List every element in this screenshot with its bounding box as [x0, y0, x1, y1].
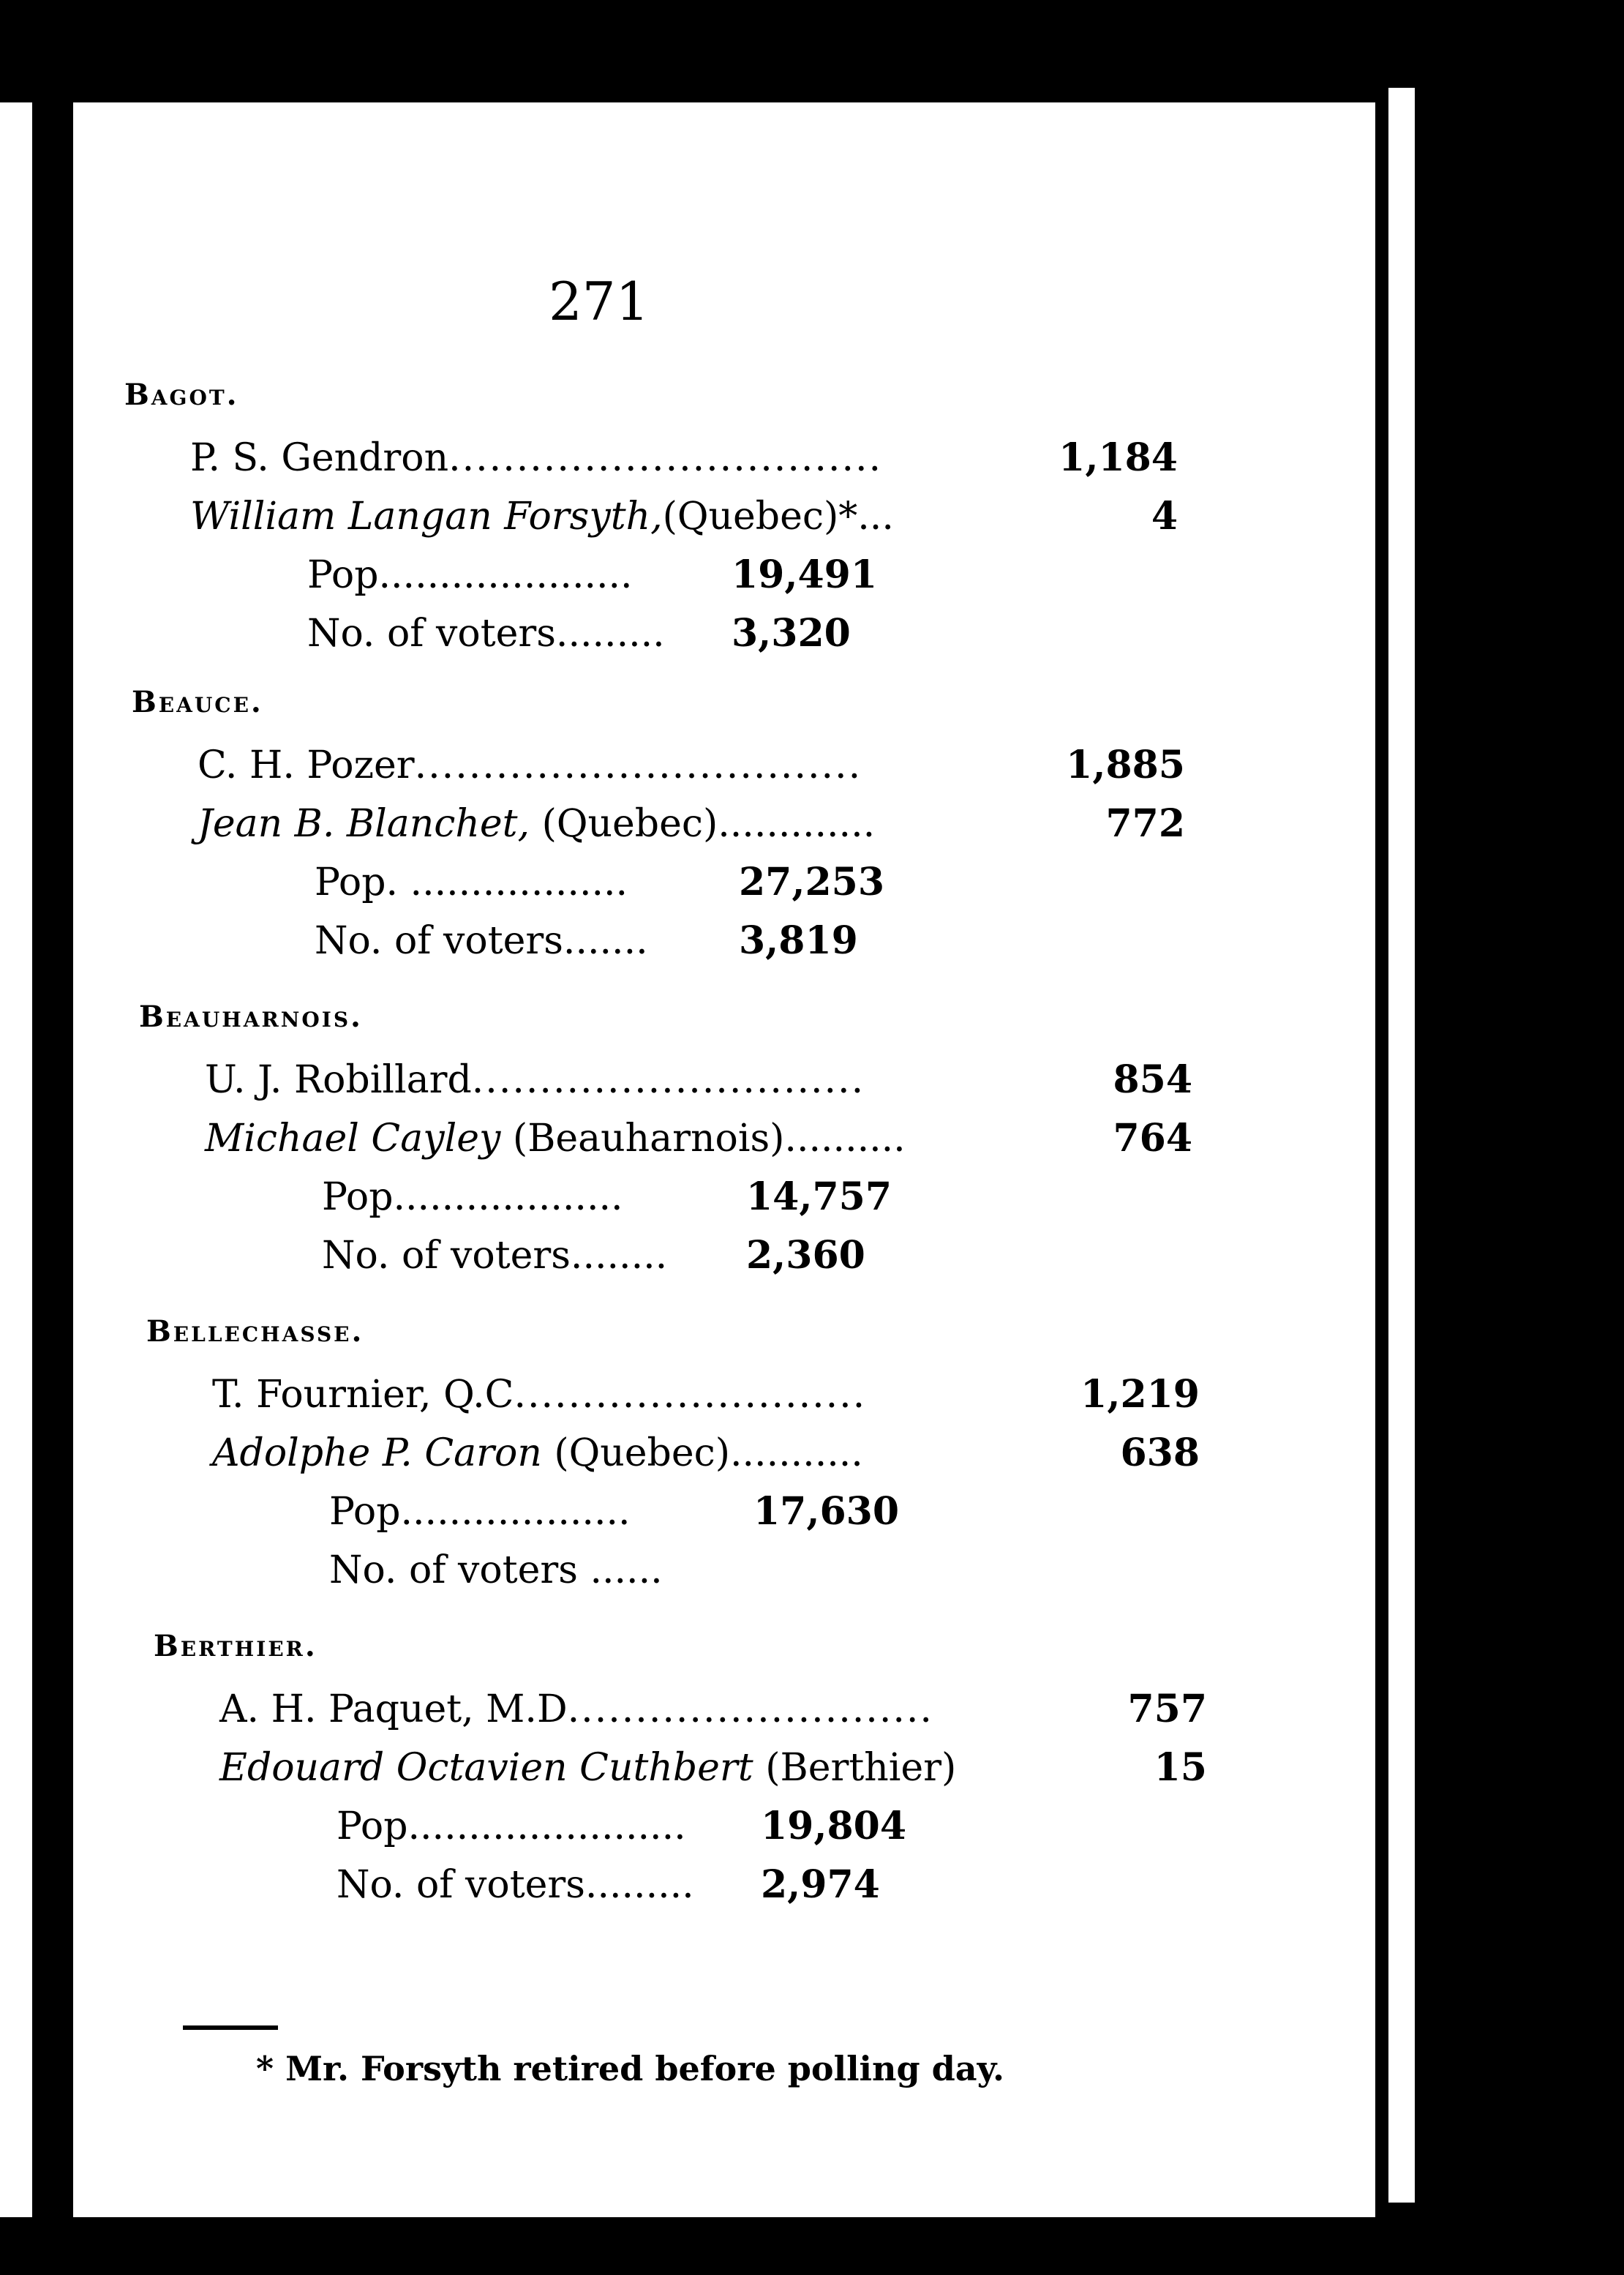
population-row: [124, 546, 1178, 604]
population-label: Pop...................: [329, 1490, 631, 1534]
candidate-name: C. H. Pozer.................................: [198, 743, 862, 787]
candidate-votes: 764: [1113, 1116, 1192, 1161]
voters-row: [124, 604, 1178, 663]
riding-heading: Bellechasse.: [146, 1314, 364, 1349]
candidate-votes: 638: [1120, 1431, 1200, 1475]
page-edge-right: [1388, 88, 1415, 2203]
candidate-name: A. H. Paquet, M.D...........................: [219, 1687, 933, 1731]
population-value: 19,804: [761, 1804, 907, 1848]
candidate-votes: 1,885: [1066, 743, 1185, 787]
riding-heading: Bagot.: [124, 378, 239, 412]
elected-candidate-row: [132, 736, 1185, 795]
population-value: 14,757: [746, 1174, 892, 1219]
population-row: [132, 853, 1185, 912]
riding-heading: Berthier.: [154, 1629, 317, 1663]
riding-section-berthier: [154, 1624, 1207, 1914]
candidate-votes: 1,184: [1059, 435, 1178, 480]
candidate-votes: 854: [1113, 1057, 1192, 1102]
book-page: [73, 102, 1375, 2217]
voters-row: [146, 1541, 1200, 1600]
voters-value: 3,819: [739, 918, 858, 963]
riding-section-bellechasse: [146, 1310, 1200, 1600]
defeated-candidate-row: [139, 1109, 1192, 1168]
elected-candidate-row: [146, 1365, 1200, 1424]
voters-row: [132, 912, 1185, 970]
voters-value: 3,320: [732, 611, 851, 656]
candidate-votes: 15: [1154, 1745, 1207, 1790]
voters-row: [154, 1856, 1207, 1914]
elected-candidate-row: [124, 429, 1178, 487]
candidate-name: William Langan Forsyth,(Quebec)*...: [190, 495, 894, 539]
elected-candidate-row: [139, 1051, 1192, 1109]
population-label: Pop. ..................: [315, 861, 628, 904]
voters-value: 2,360: [746, 1233, 865, 1278]
riding-section-bagot: [124, 373, 1178, 663]
riding-heading: Beauce.: [132, 685, 263, 719]
population-value: 27,253: [739, 860, 885, 904]
voters-label: No. of voters.........: [307, 612, 665, 656]
population-label: Pop.....................: [307, 553, 633, 597]
population-value: 17,630: [753, 1489, 900, 1534]
voters-label: No. of voters........: [322, 1234, 668, 1278]
page-number: 271: [549, 271, 650, 332]
riding-heading: Beauharnois.: [139, 1000, 363, 1034]
population-row: [154, 1797, 1207, 1856]
defeated-candidate-row: [124, 487, 1178, 546]
candidate-name: Edouard Octavien Cuthbert (Berthier): [219, 1746, 957, 1790]
voters-label: No. of voters.......: [315, 919, 648, 963]
riding-section-beauharnois: [139, 995, 1192, 1285]
footnote-rule: [183, 2025, 278, 2030]
candidate-votes: 4: [1151, 494, 1178, 539]
voters-label: No. of voters ......: [329, 1548, 663, 1592]
population-row: [146, 1483, 1200, 1541]
population-label: Pop...................: [322, 1175, 623, 1219]
candidate-votes: 772: [1105, 801, 1185, 846]
defeated-candidate-row: [154, 1739, 1207, 1797]
defeated-candidate-row: [132, 795, 1185, 853]
population-label: Pop.......................: [337, 1804, 686, 1848]
candidate-votes: 757: [1127, 1687, 1207, 1731]
voters-label: No. of voters.........: [337, 1863, 694, 1907]
voters-row: [139, 1226, 1192, 1285]
candidate-votes: 1,219: [1080, 1372, 1200, 1417]
elected-candidate-row: [154, 1680, 1207, 1739]
riding-section-beauce: [132, 681, 1185, 970]
candidate-name: Adolphe P. Caron (Quebec)...........: [212, 1431, 863, 1475]
voters-value: 2,974: [761, 1862, 880, 1907]
candidate-name: Jean B. Blanchet, (Quebec).............: [198, 802, 876, 846]
footnote: * Mr. Forsyth retired before polling day.: [256, 2049, 1005, 2088]
page-edge-left: [0, 102, 32, 2217]
candidate-name: Michael Cayley (Beauharnois)..........: [205, 1117, 906, 1161]
candidate-name: P. S. Gendron................................: [190, 436, 883, 480]
defeated-candidate-row: [146, 1424, 1200, 1483]
population-value: 19,491: [732, 552, 878, 597]
population-row: [139, 1168, 1192, 1226]
candidate-name: T. Fournier, Q.C..........................: [212, 1373, 867, 1417]
candidate-name: U. J. Robillard.............................: [205, 1058, 865, 1102]
